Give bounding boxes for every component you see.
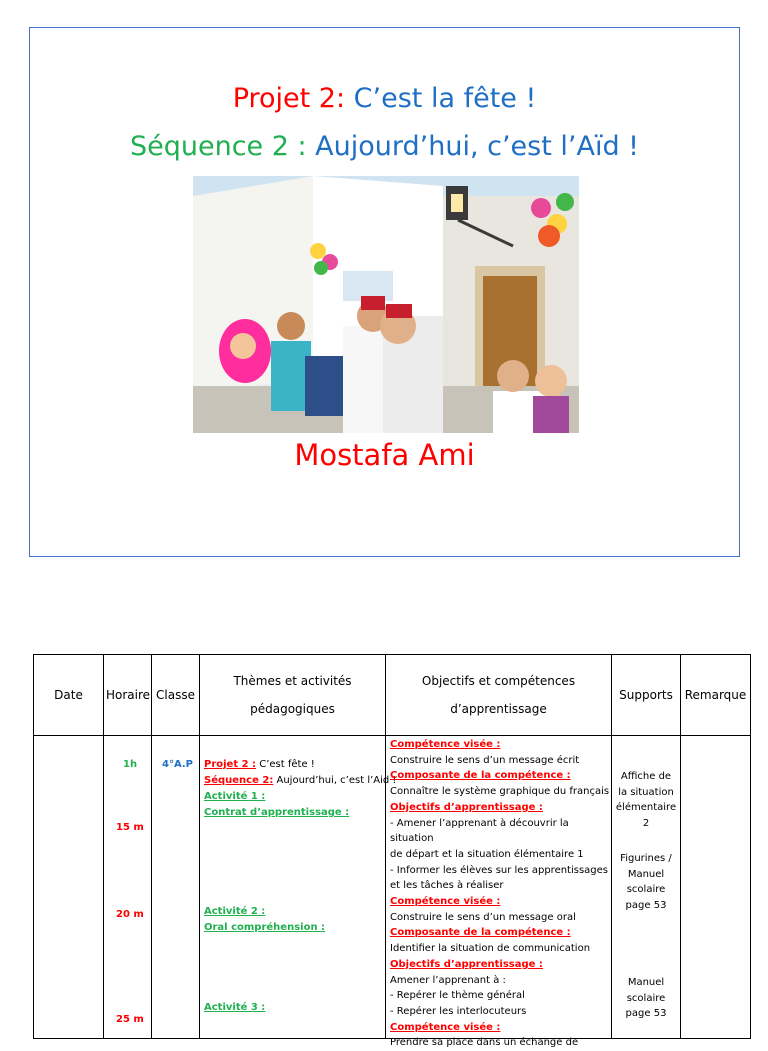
obj-line-2a: Amener l’apprenant à : <box>390 974 506 986</box>
obj-composante-text-2: Identifier la situation de communication <box>390 943 591 955</box>
project-name: C’est la fête ! <box>345 83 537 114</box>
obj-label-1: Objectifs d’apprentissage : <box>390 801 543 813</box>
lesson-plan-table <box>33 654 751 1049</box>
date-cell <box>34 736 104 1039</box>
author-name: Mostafa Ami <box>294 438 475 472</box>
obj-composante-2: Composante de la compétence : <box>390 927 571 939</box>
table-row <box>34 736 751 1039</box>
header-objectifs: Objectifs et compétences d’apprentissage <box>386 655 612 736</box>
sequence-title <box>30 131 739 162</box>
header-remarque: Remarque <box>681 655 751 736</box>
obj-comp-visee-1: Compétence visée : <box>390 739 501 750</box>
header-themes: Thèmes et activités pédagogiques <box>200 655 386 736</box>
header-classe: Classe <box>152 655 200 736</box>
obj-line-1b: de départ et la situation élémentaire 1 <box>390 848 584 860</box>
header-supports: Supports <box>612 655 681 736</box>
support-manuel: Manuel scolaire page 53 <box>625 977 667 1020</box>
remarque-cell <box>681 736 751 1039</box>
support-affiche: Affiche de la situation élémentaire 2 <box>615 771 677 830</box>
time-1h: 1h <box>123 759 138 770</box>
obj-line-1a: - Amener l’apprenant à découvrir la situation <box>390 817 569 845</box>
theme-activity-3: Activité 3 : <box>204 1002 266 1013</box>
obj-line-2c: - Repérer les interlocuteurs <box>390 1005 527 1017</box>
obj-comp-text-2: Construire le sens d’un message oral <box>390 911 576 923</box>
themes-cell <box>200 736 397 1039</box>
theme-activity-2: Activité 2 : <box>204 906 266 917</box>
supports-cell <box>612 736 681 1039</box>
objectifs-cell <box>386 736 612 1049</box>
cover-page-frame <box>29 27 740 557</box>
obj-comp-visee-3: Compétence visée : <box>390 1021 501 1033</box>
time-15m: 15 m <box>116 822 144 833</box>
sequence-name: Aujourd’hui, c’est l’Aïd ! <box>306 131 640 162</box>
classe-value: 4°A.P <box>162 759 194 770</box>
obj-line-1c: - Informer les élèves sur les apprentissages <box>390 864 609 876</box>
classe-cell <box>152 736 200 1039</box>
obj-comp-text-1: Construire le sens d’un message écrit <box>390 754 580 766</box>
theme-activity-1: Activité 1 : <box>204 791 266 802</box>
sequence-label: Séquence 2 : <box>129 131 307 162</box>
obj-line-1d: et les tâches à réaliser <box>390 880 504 892</box>
eid-celebration-illustration <box>193 176 579 433</box>
theme-oral: Oral compréhension : <box>204 922 326 933</box>
project-label: Projet 2: <box>232 83 346 114</box>
obj-line-2b: - Repérer le thème général <box>390 990 525 1002</box>
obj-composante-1: Composante de la compétence : <box>390 770 571 782</box>
support-figurines: Figurines / Manuel scolaire page 53 <box>620 853 672 912</box>
table-header-row <box>34 655 751 736</box>
theme-contract: Contrat d’apprentissage : <box>204 807 350 818</box>
obj-comp-text-3: Prendre sa place dans un échange de <box>390 1037 579 1049</box>
horaire-cell <box>104 736 152 1039</box>
obj-label-2: Objectifs d’apprentissage : <box>390 958 543 970</box>
header-date: Date <box>34 655 104 736</box>
time-25m: 25 m <box>116 1014 144 1025</box>
time-20m: 20 m <box>116 909 144 920</box>
obj-composante-text-1: Connaître le système graphique du français <box>390 786 610 798</box>
obj-comp-visee-2: Compétence visée : <box>390 896 501 908</box>
project-title <box>30 83 739 114</box>
header-horaire: Horaire <box>104 655 152 736</box>
theme-sequence: Séquence 2: Aujourd’hui, c’est l’Aid ! <box>204 775 397 786</box>
theme-project: Projet 2 : C’est fête ! <box>204 759 315 770</box>
